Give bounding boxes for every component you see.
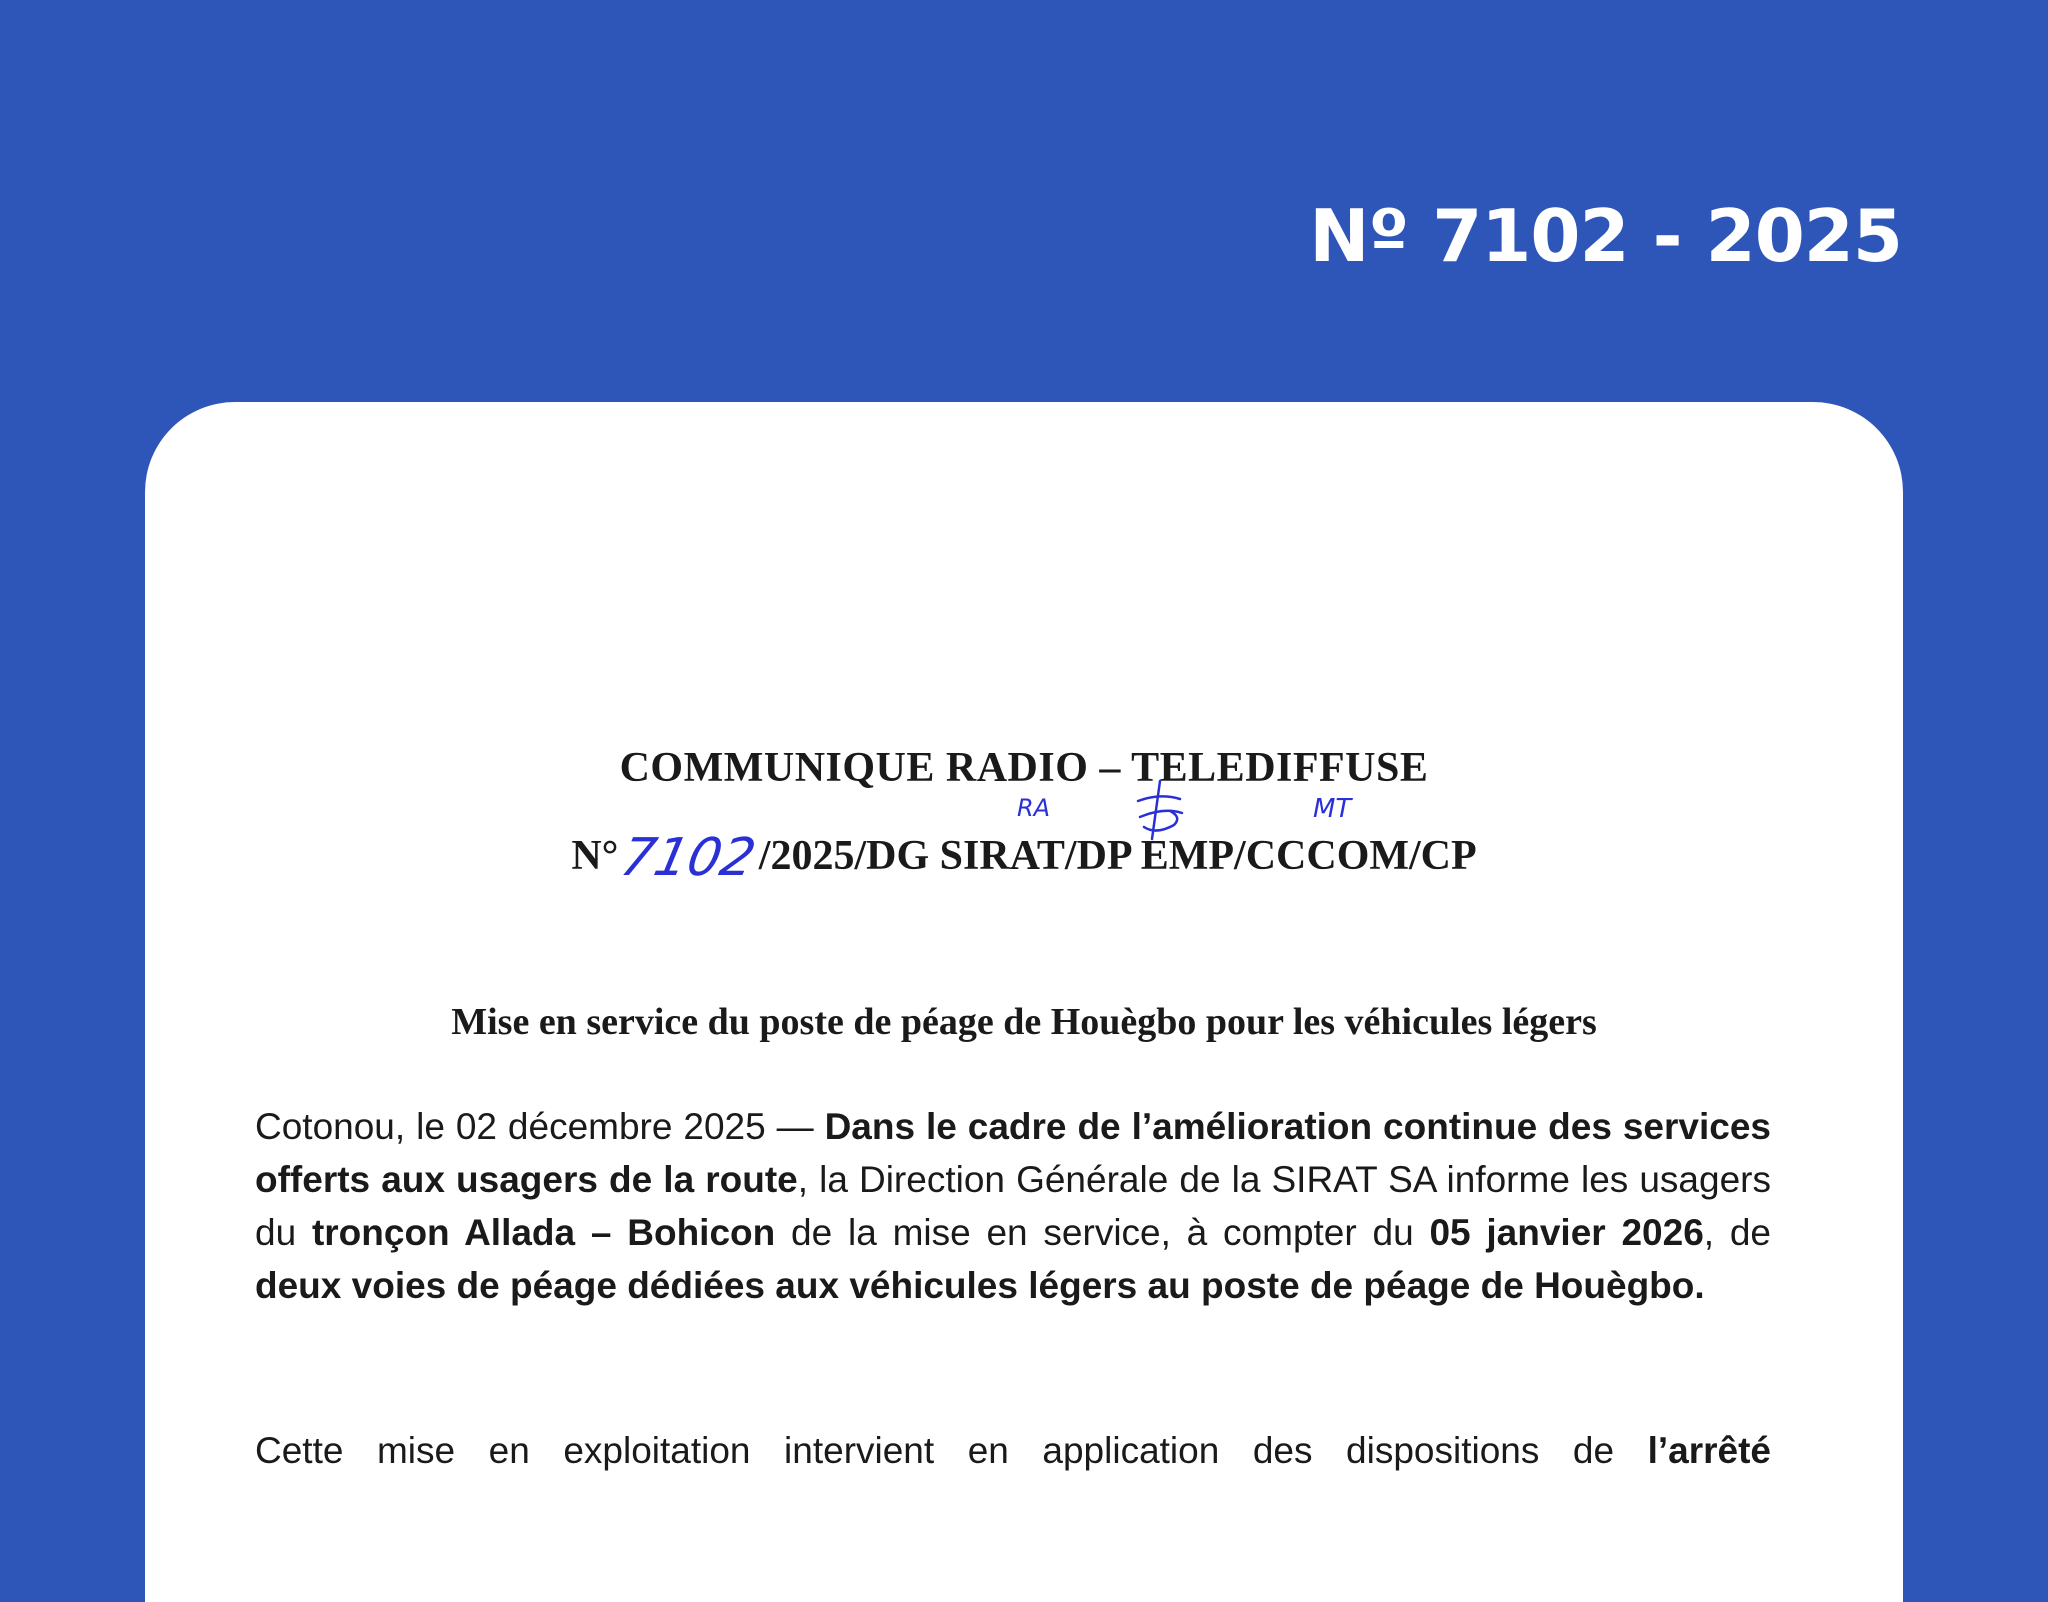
issue-number: Nº 7102 - 2025 — [1309, 194, 1902, 278]
paragraph-1-text: Cotonou, le 02 décembre 2025 — — [255, 1106, 825, 1147]
paragraph-1-bold: deux voies de péage dédiées aux véhicules légers au poste de péage de Houègbo. — [255, 1265, 1705, 1306]
document-card — [145, 402, 1903, 1602]
paragraph-1-text: de la mise en service, à compter du — [775, 1212, 1430, 1253]
paragraph-1 — [255, 1100, 1771, 1312]
handwritten-annotation-ra: RA — [1017, 794, 1051, 822]
paragraph-1-bold: tronçon Allada – Bohicon — [311, 1212, 776, 1253]
reference-suffix: /2025/DG SIRAT/DP EMP/CCCOM/CP — [758, 833, 1477, 879]
handwritten-reference-number: 7102 — [616, 828, 762, 888]
paragraph-2 — [255, 1424, 1771, 1477]
document-title: COMMUNIQUE RADIO – TELEDIFFUSE — [619, 745, 1429, 791]
reference-prefix: N° — [571, 833, 619, 879]
document-reference — [145, 822, 1903, 888]
paragraph-1-bold: Dans le cadre de l’amélioration continue des services offerts aux usagers de la route — [255, 1106, 1771, 1200]
paragraph-2-text: Cette mise en exploitation intervient en application des dispositions de — [255, 1430, 1648, 1471]
document-subtitle: Mise en service du poste de péage de Houègbo pour les véhicules légers — [451, 1001, 1597, 1043]
paragraph-1-text: , de — [1703, 1212, 1772, 1253]
paragraph-1-text: , la Direction Générale de la SIRAT SA informe les usagers du — [255, 1159, 1771, 1253]
paragraph-2-bold: l’arrêté — [1647, 1430, 1771, 1471]
handwritten-signature-mark — [1130, 777, 1190, 847]
handwritten-annotation-initials: MT — [1313, 794, 1352, 824]
paragraph-1-bold: 05 janvier 2026 — [1429, 1212, 1704, 1253]
